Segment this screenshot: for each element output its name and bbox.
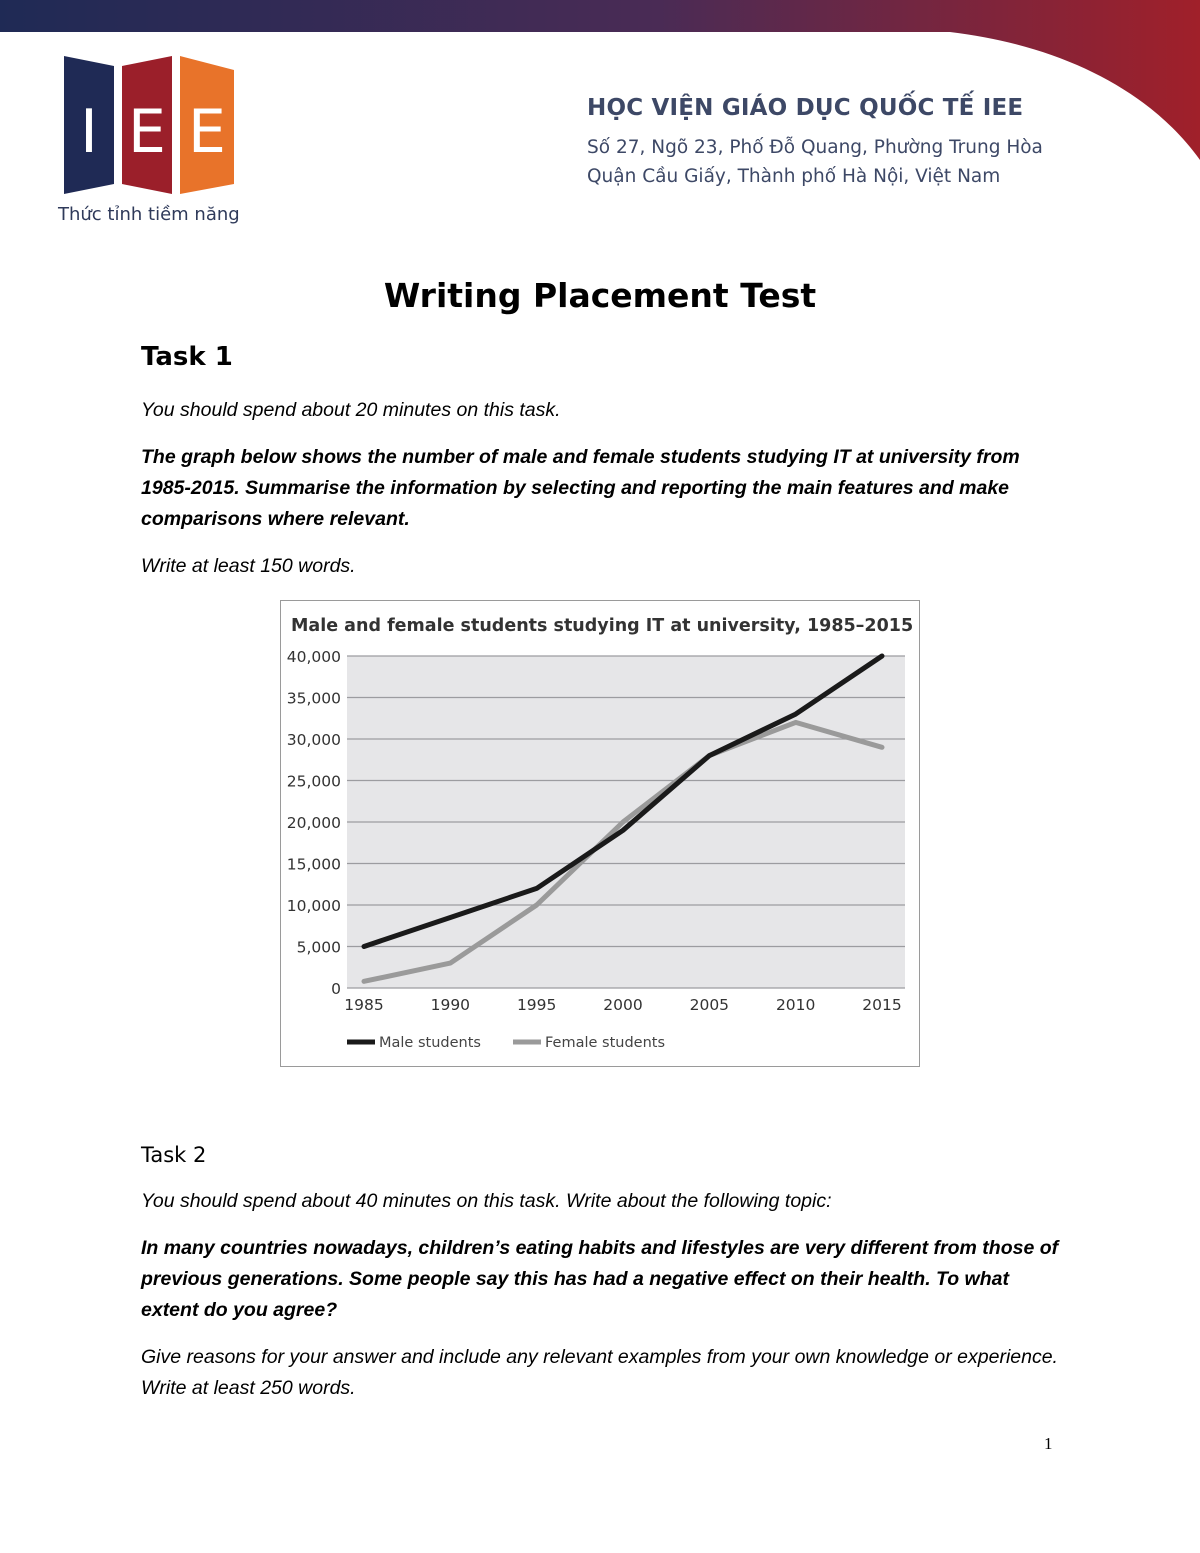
x-tick-label: 2015 xyxy=(862,996,902,1014)
task1-prompt: The graph below shows the number of male and female students studying IT at university from 1985-2015. Summarise the information by selecting and reporting the main features and make comparisons where relevant. xyxy=(141,446,1020,530)
y-tick-label: 5,000 xyxy=(296,938,341,957)
y-tick-label: 15,000 xyxy=(286,855,341,874)
task2-time-note: You should spend about 40 minutes on this task. Write about the following topic: xyxy=(141,1190,832,1212)
x-tick-label: 2000 xyxy=(603,996,643,1014)
line-chart xyxy=(280,600,920,1067)
iee-logo xyxy=(56,52,246,202)
logo-tagline: Thức tỉnh tiềm năng xyxy=(58,204,240,225)
address-line-1: Số 27, Ngõ 23, Phố Đỗ Quang, Phường Trung Hòa xyxy=(587,137,1043,158)
institution-name: HỌC VIỆN GIÁO DỤC QUỐC TẾ IEE xyxy=(587,95,1024,121)
x-tick-label: 1995 xyxy=(516,996,557,1014)
y-tick-label: 20,000 xyxy=(286,814,341,832)
x-tick-label: 2005 xyxy=(689,996,730,1014)
logo-letter-i: I xyxy=(80,97,98,167)
task1-word-limit: Write at least 150 words. xyxy=(141,555,356,577)
legend-label: Male students xyxy=(379,1035,481,1051)
y-tick-label: 35,000 xyxy=(286,689,341,708)
page-title: Writing Placement Test xyxy=(383,276,817,315)
y-tick-label: 40,000 xyxy=(286,648,341,666)
task2-prompt: In many countries nowadays, children’s eating habits and lifestyles are very different from those of previous generations. Some people say this has had a negative effect on their health. To what extent do you agree? xyxy=(141,1237,1059,1321)
chart-svg xyxy=(281,601,919,1066)
y-tick-label: 10,000 xyxy=(286,897,341,915)
logo-letter-e2: E xyxy=(188,97,226,167)
legend-label: Female students xyxy=(545,1035,666,1051)
page-number: 1 xyxy=(1044,1434,1053,1453)
banner-edge xyxy=(0,32,950,38)
chart-title: Male and female students studying IT at university, 1985–2015 xyxy=(291,616,914,636)
logo-letter-e1: E xyxy=(128,97,166,167)
institution-info xyxy=(587,95,1043,191)
x-tick-label: 1985 xyxy=(344,996,384,1014)
address-line-2: Quận Cầu Giấy, Thành phố Hà Nội, Việt Nam xyxy=(587,166,1001,187)
y-tick-label: 30,000 xyxy=(286,731,341,749)
y-tick-label: 25,000 xyxy=(286,772,341,791)
y-tick-label: 0 xyxy=(331,980,341,998)
x-tick-label: 2010 xyxy=(775,996,816,1014)
task1-time-note: You should spend about 20 minutes on this task. xyxy=(141,399,561,421)
task2-heading: Task 2 xyxy=(141,1143,207,1167)
task1-heading: Task 1 xyxy=(141,342,233,372)
task2-instructions: Give reasons for your answer and include any relevant examples from your own knowledge or experience. Write at least 250 words. xyxy=(141,1346,1058,1399)
x-tick-label: 1990 xyxy=(430,996,471,1014)
